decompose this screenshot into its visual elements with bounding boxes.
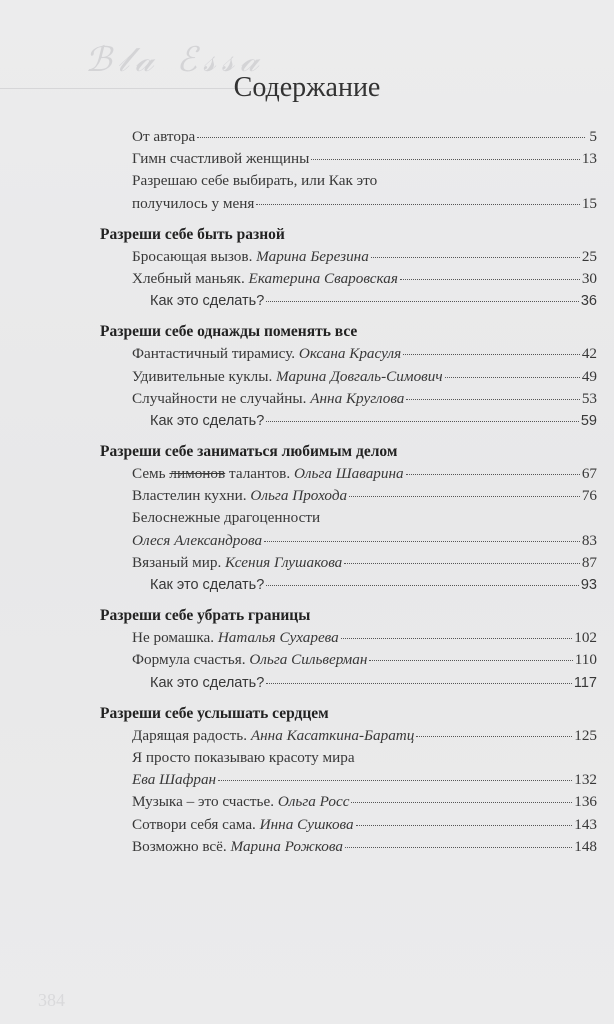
toc-page-number: 36 — [580, 293, 597, 310]
toc-entry[interactable] — [100, 366, 597, 388]
toc-entry[interactable] — [100, 627, 597, 649]
toc-entry[interactable] — [100, 463, 597, 485]
toc-page-number: 42 — [581, 345, 597, 363]
toc-entry-title: Возможно всё. — [132, 837, 227, 855]
toc-entry-title: талантов. — [229, 465, 291, 483]
toc-page-number: 76 — [581, 487, 597, 505]
toc-entry-title: получилось у меня — [132, 194, 255, 212]
toc-entry-title: Случайности не случайны. — [132, 389, 307, 407]
leader-dots — [311, 159, 580, 160]
leader-dots — [341, 638, 572, 639]
section-heading[interactable]: Разреши себе быть разной — [100, 225, 285, 243]
toc-howto-entry[interactable] — [100, 290, 597, 312]
leader-dots — [406, 474, 580, 475]
leader-dots — [266, 421, 579, 422]
toc-entry-author: Ева Шафран — [132, 771, 217, 789]
toc-entry-title: Семь — [132, 465, 166, 483]
toc-entry[interactable] — [100, 791, 597, 813]
toc-entry[interactable] — [100, 836, 597, 858]
leader-dots — [266, 585, 579, 586]
toc-page-number: 110 — [574, 651, 597, 669]
toc-page-number: 59 — [580, 412, 597, 429]
toc-entry[interactable] — [100, 126, 597, 148]
toc-entry[interactable] — [100, 268, 597, 290]
toc-entry-author: Марина Рожкова — [230, 837, 343, 855]
section-heading[interactable]: Разреши себе услышать сердцем — [100, 704, 329, 722]
leader-dots — [351, 802, 572, 803]
toc-entry-title: Как это сделать? — [150, 293, 265, 310]
toc-entry[interactable] — [100, 552, 597, 574]
leader-dots — [356, 825, 573, 826]
toc-entry-title: Как это сделать? — [150, 412, 265, 429]
page-title: Содержание — [233, 72, 381, 103]
leader-dots — [264, 541, 580, 542]
toc-entry-author: Оксана Красуля — [298, 345, 402, 363]
toc-page-number: 53 — [581, 389, 597, 407]
toc-entry-title-line1[interactable]: Разрешаю себе выбирать, или Как это — [132, 172, 378, 190]
toc-page-number: 83 — [581, 531, 597, 549]
toc-page-number: 13 — [581, 150, 597, 168]
toc-entry-author: Ольга Шаварина — [293, 465, 404, 483]
section-heading[interactable]: Разреши себе убрать границы — [100, 607, 311, 625]
toc-howto-entry[interactable] — [100, 672, 597, 694]
toc-entry[interactable] — [100, 769, 597, 791]
toc-entry-title-line1[interactable]: Я просто показываю красоту мира — [132, 748, 355, 766]
toc-page-number: 125 — [574, 726, 597, 744]
leader-dots — [266, 301, 579, 302]
toc-entry-author: Анна Касаткина-Баратц — [250, 726, 415, 744]
toc-entry-author: Екатерина Сваровская — [248, 269, 398, 287]
toc-entry-title: Хлебный маньяк. — [132, 269, 245, 287]
leader-dots — [400, 279, 580, 280]
toc-howto-entry[interactable] — [100, 410, 597, 432]
toc-entry[interactable] — [100, 649, 597, 671]
toc-entry-title: Вязаный мир. — [132, 553, 222, 571]
toc-entry[interactable] — [100, 485, 597, 507]
toc-entry-title: Как это сделать? — [150, 674, 265, 691]
toc-page-number: 136 — [574, 793, 597, 811]
toc-entry-title: Гимн счастливой женщины — [132, 150, 310, 168]
toc-page-number: 132 — [574, 771, 597, 789]
toc-entry[interactable] — [100, 246, 597, 268]
leader-dots — [403, 354, 580, 355]
leader-dots — [344, 563, 580, 564]
toc-entry-author: Ксения Глушакова — [225, 553, 343, 571]
toc-entry-author: Анна Круглова — [310, 389, 405, 407]
toc-page-number: 93 — [580, 577, 597, 594]
toc-entry-title: Формула счастья. — [132, 651, 246, 669]
toc-entry-title: Музыка – это счастье. — [132, 793, 275, 811]
toc-page-number: 49 — [581, 367, 597, 385]
toc-entry[interactable] — [100, 193, 597, 215]
leader-dots — [416, 736, 572, 737]
leader-dots — [218, 780, 572, 781]
toc-entry-author: Марина Довгаль-Симович — [276, 367, 443, 385]
toc-page-number: 148 — [574, 837, 597, 855]
bleed-through-signature: ℬ𝓁𝒶 ℰ𝓈𝓈𝒶 — [85, 40, 265, 80]
leader-dots — [345, 847, 572, 848]
section-heading[interactable]: Разреши себе заниматься любимым делом — [100, 443, 398, 461]
section-heading[interactable]: Разреши себе однажды поменять все — [100, 323, 358, 341]
page-number: 384 — [38, 990, 65, 1010]
toc-entry-title: Дарящая радость. — [132, 726, 248, 744]
leader-dots — [371, 257, 580, 258]
toc-entry-author: Марина Березина — [256, 247, 369, 265]
toc-howto-entry[interactable] — [100, 574, 597, 596]
toc-entry-title: Бросающая вызов. — [132, 247, 253, 265]
leader-dots — [349, 496, 580, 497]
toc-entry-title-line1[interactable]: Белоснежные драгоценности — [132, 509, 321, 527]
toc-page-number: 102 — [574, 629, 597, 647]
leader-dots — [445, 377, 580, 378]
toc-page-number: 30 — [581, 269, 597, 287]
toc-entry-author: Ольга Росс — [277, 793, 350, 811]
toc-entry-title: Как это сделать? — [150, 577, 265, 594]
toc-page-number: 25 — [581, 247, 597, 265]
toc-entry[interactable] — [100, 388, 597, 410]
table-of-contents — [100, 126, 597, 858]
strikethrough-word: лимонов — [169, 465, 226, 483]
toc-entry-author: Ольга Прохода — [250, 487, 348, 505]
toc-entry-author: Олеся Александрова — [132, 531, 263, 549]
toc-entry[interactable] — [100, 530, 597, 552]
toc-entry-title: Фантастичный тирамису. — [132, 345, 296, 363]
toc-page-number: 67 — [581, 465, 597, 483]
toc-entry-author: Ольга Сильверман — [249, 651, 368, 669]
toc-entry-title: Властелин кухни. — [132, 487, 247, 505]
toc-page-number: 117 — [573, 674, 597, 691]
toc-entry-title: Сотвори себя сама. — [132, 815, 256, 833]
toc-entry-author: Инна Сушкова — [259, 815, 354, 833]
toc-entry-author: Наталья Сухарева — [217, 629, 339, 647]
leader-dots — [256, 204, 579, 205]
toc-page-number: 5 — [589, 128, 597, 145]
leader-dots — [369, 660, 572, 661]
leader-dots — [266, 683, 572, 684]
toc-page-number: 15 — [581, 194, 597, 212]
leader-dots — [197, 137, 585, 138]
toc-entry[interactable] — [100, 725, 597, 747]
toc-entry[interactable] — [100, 148, 597, 170]
toc-entry[interactable] — [100, 814, 597, 836]
toc-entry-title: Удивительные куклы. — [132, 367, 273, 385]
toc-page-number: 87 — [581, 553, 597, 571]
leader-dots — [406, 399, 579, 400]
toc-entry[interactable] — [100, 343, 597, 365]
toc-entry-title: Не ромашка. — [132, 629, 215, 647]
toc-page-number: 143 — [574, 815, 597, 833]
toc-entry-title: От автора — [132, 128, 196, 145]
